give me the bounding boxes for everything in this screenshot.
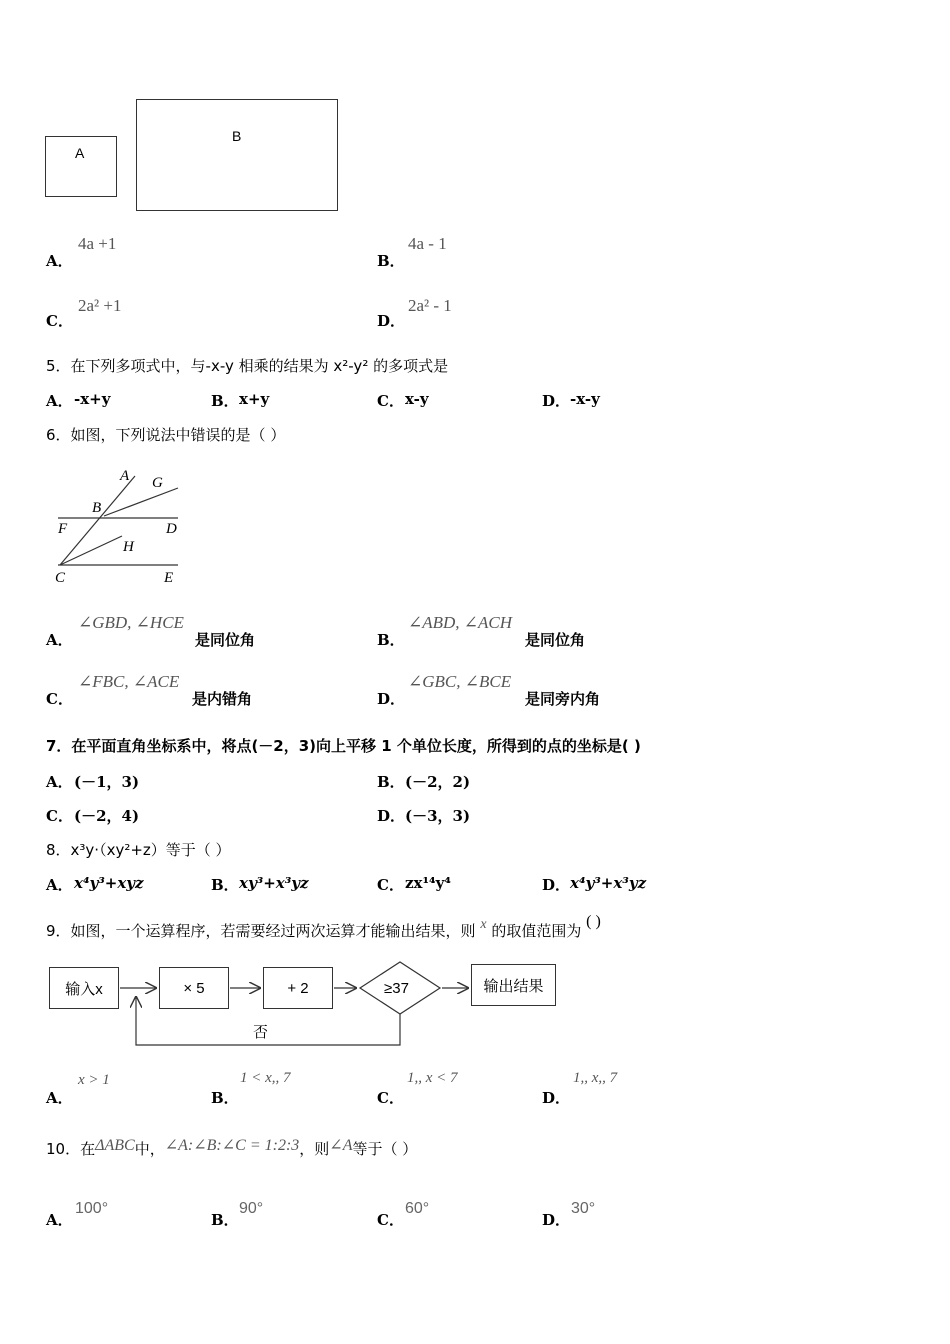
q5-option-d-label: D． — [542, 392, 571, 410]
q7-option-c-label: C． — [46, 807, 73, 825]
q10-option-d-math: 30° — [571, 1200, 596, 1217]
figure-box-b — [136, 99, 338, 211]
flow-no-label: 否 — [253, 1023, 269, 1041]
flow-plus-label: + 2 — [287, 979, 309, 997]
q4-option-c-math: 2a² +1 — [78, 296, 122, 315]
line-bg — [104, 488, 178, 516]
q10-option-d-label: D． — [542, 1211, 571, 1229]
q4-option-c-label: C． — [46, 312, 73, 330]
q6-option-b-label: B． — [377, 631, 405, 649]
q9-stem — [46, 913, 601, 941]
q6-option-c-label: C． — [46, 690, 73, 708]
box-a-label: A — [75, 145, 85, 161]
q10-option-a-math: 100° — [75, 1200, 109, 1217]
q6-option-d-text: 是同旁内角 — [525, 690, 601, 708]
q10-stem-pre: 10．在 — [46, 1140, 96, 1158]
q8-option-c-label: C． — [377, 876, 404, 894]
flow-output-box — [471, 964, 556, 1006]
q7-option-d-text: (－3，3) — [405, 807, 471, 825]
q4-option-b-label: B． — [377, 252, 405, 270]
q6-option-c-math: ∠FBC, ∠ACE — [78, 672, 180, 691]
q6-option-b-math: ∠ABD, ∠ACH — [408, 613, 513, 632]
q6-option-a-text: 是同位角 — [195, 631, 256, 649]
q8-option-c-text: zx¹⁴y⁴ — [405, 874, 451, 892]
flow-cond-label: ≥37 — [384, 980, 409, 997]
q9-option-b-label: B． — [211, 1089, 239, 1107]
q9-option-c-math: 1,, x < 7 — [407, 1070, 458, 1086]
q10-angle: ∠A — [329, 1137, 353, 1154]
q6-stem: 6．如图，下列说法中错误的是（ ） — [46, 426, 286, 444]
q8-option-b-label: B． — [211, 876, 239, 894]
q10-option-b-label: B． — [211, 1211, 239, 1229]
q8-stem: 8．x³y·（xy²+z）等于（ ） — [46, 841, 231, 859]
q8-option-a-text: x⁴y³+xyz — [74, 874, 144, 892]
q9-variable: x — [480, 917, 487, 932]
q10-comma: ，则 — [299, 1140, 330, 1158]
q9-option-a-math: x > 1 — [78, 1072, 110, 1088]
point-g-label: G — [152, 475, 163, 491]
q10-ratio: ∠A:∠B:∠C = 1:2:3 — [164, 1137, 300, 1154]
flow-times-label: × 5 — [183, 979, 205, 997]
q8-option-b-text: xy³+x³yz — [239, 874, 309, 892]
q7-option-c-text: (－2，4) — [74, 807, 140, 825]
box-b-label: B — [232, 128, 242, 144]
q5-option-a-label: A． — [46, 392, 73, 410]
q5-stem: 5．在下列多项式中，与-x-y 相乘的结果为 x²-y² 的多项式是 — [46, 357, 449, 375]
q4-option-d-math: 2a² - 1 — [408, 296, 452, 315]
q10-option-c-math: 60° — [405, 1200, 430, 1217]
q7-option-b-label: B． — [377, 773, 405, 791]
q4-option-a-math: 4a +1 — [78, 234, 117, 253]
q7-option-a-text: (－1，3) — [74, 773, 140, 791]
q10-mid: 中， — [134, 1140, 165, 1158]
q10-option-a-label: A． — [46, 1211, 73, 1229]
q10-option-b-math: 90° — [239, 1200, 264, 1217]
q8-option-d-text: x⁴y³+x³yz — [570, 874, 647, 892]
q9-option-c-label: C． — [377, 1089, 404, 1107]
q9-option-d-label: D． — [542, 1089, 571, 1107]
q9-option-d-math: 1,, x,, 7 — [573, 1070, 618, 1086]
point-b-label: B — [92, 500, 102, 516]
q7-option-b-text: (－2，2) — [405, 773, 471, 791]
q5-option-b-label: B． — [211, 392, 239, 410]
point-d-label: D — [166, 521, 177, 537]
point-h-label: H — [123, 539, 134, 555]
point-c-label: C — [55, 570, 66, 586]
figure-box-a — [45, 136, 117, 197]
flow-input-label: 输入x — [65, 980, 103, 998]
q10-triangle: ΔABC — [95, 1137, 135, 1154]
q6-geometry-figure — [50, 462, 190, 587]
q5-option-c-text: x-y — [405, 390, 429, 408]
point-e-label: E — [164, 570, 174, 586]
q6-option-c-text: 是内错角 — [192, 690, 253, 708]
q9-stem-pre: 9．如图，一个运算程序，若需要经过两次运算才能输出结果，则 — [46, 922, 476, 940]
q6-option-b-text: 是同位角 — [525, 631, 586, 649]
q5-option-b-text: x+y — [239, 390, 270, 408]
flow-output-label: 输出结果 — [483, 977, 544, 995]
q7-stem: 7．在平面直角坐标系中，将点(－2，3)向上平移 1 个单位长度，所得到的点的坐标是( ) — [46, 737, 641, 755]
q6-option-a-math: ∠GBD, ∠HCE — [78, 613, 184, 632]
q10-option-c-label: C． — [377, 1211, 404, 1229]
point-a-label: A — [120, 468, 130, 484]
q7-option-a-label: A． — [46, 773, 73, 791]
q10-post: 等于（ ） — [352, 1140, 418, 1158]
q6-option-a-label: A． — [46, 631, 73, 649]
q7-option-d-label: D． — [377, 807, 406, 825]
point-f-label: F — [58, 521, 68, 537]
q6-option-d-math: ∠GBC, ∠BCE — [408, 672, 512, 691]
q8-option-a-label: A． — [46, 876, 73, 894]
q10-stem — [46, 1138, 417, 1159]
q8-option-d-label: D． — [542, 876, 571, 894]
q9-stem-post: 的取值范围为 — [491, 922, 582, 940]
q5-option-c-label: C． — [377, 392, 404, 410]
q5-option-d-text: -x-y — [570, 390, 600, 408]
q9-option-b-math: 1 < x,, 7 — [240, 1070, 291, 1086]
line-ch — [60, 536, 122, 565]
q9-answer-paren: ( ) — [586, 913, 601, 930]
q5-option-a-text: -x+y — [74, 390, 111, 408]
q9-option-a-label: A． — [46, 1089, 73, 1107]
q4-option-a-label: A． — [46, 252, 73, 270]
q4-option-b-math: 4a - 1 — [408, 234, 447, 253]
q6-option-d-label: D． — [377, 690, 406, 708]
q4-option-d-label: D． — [377, 312, 406, 330]
